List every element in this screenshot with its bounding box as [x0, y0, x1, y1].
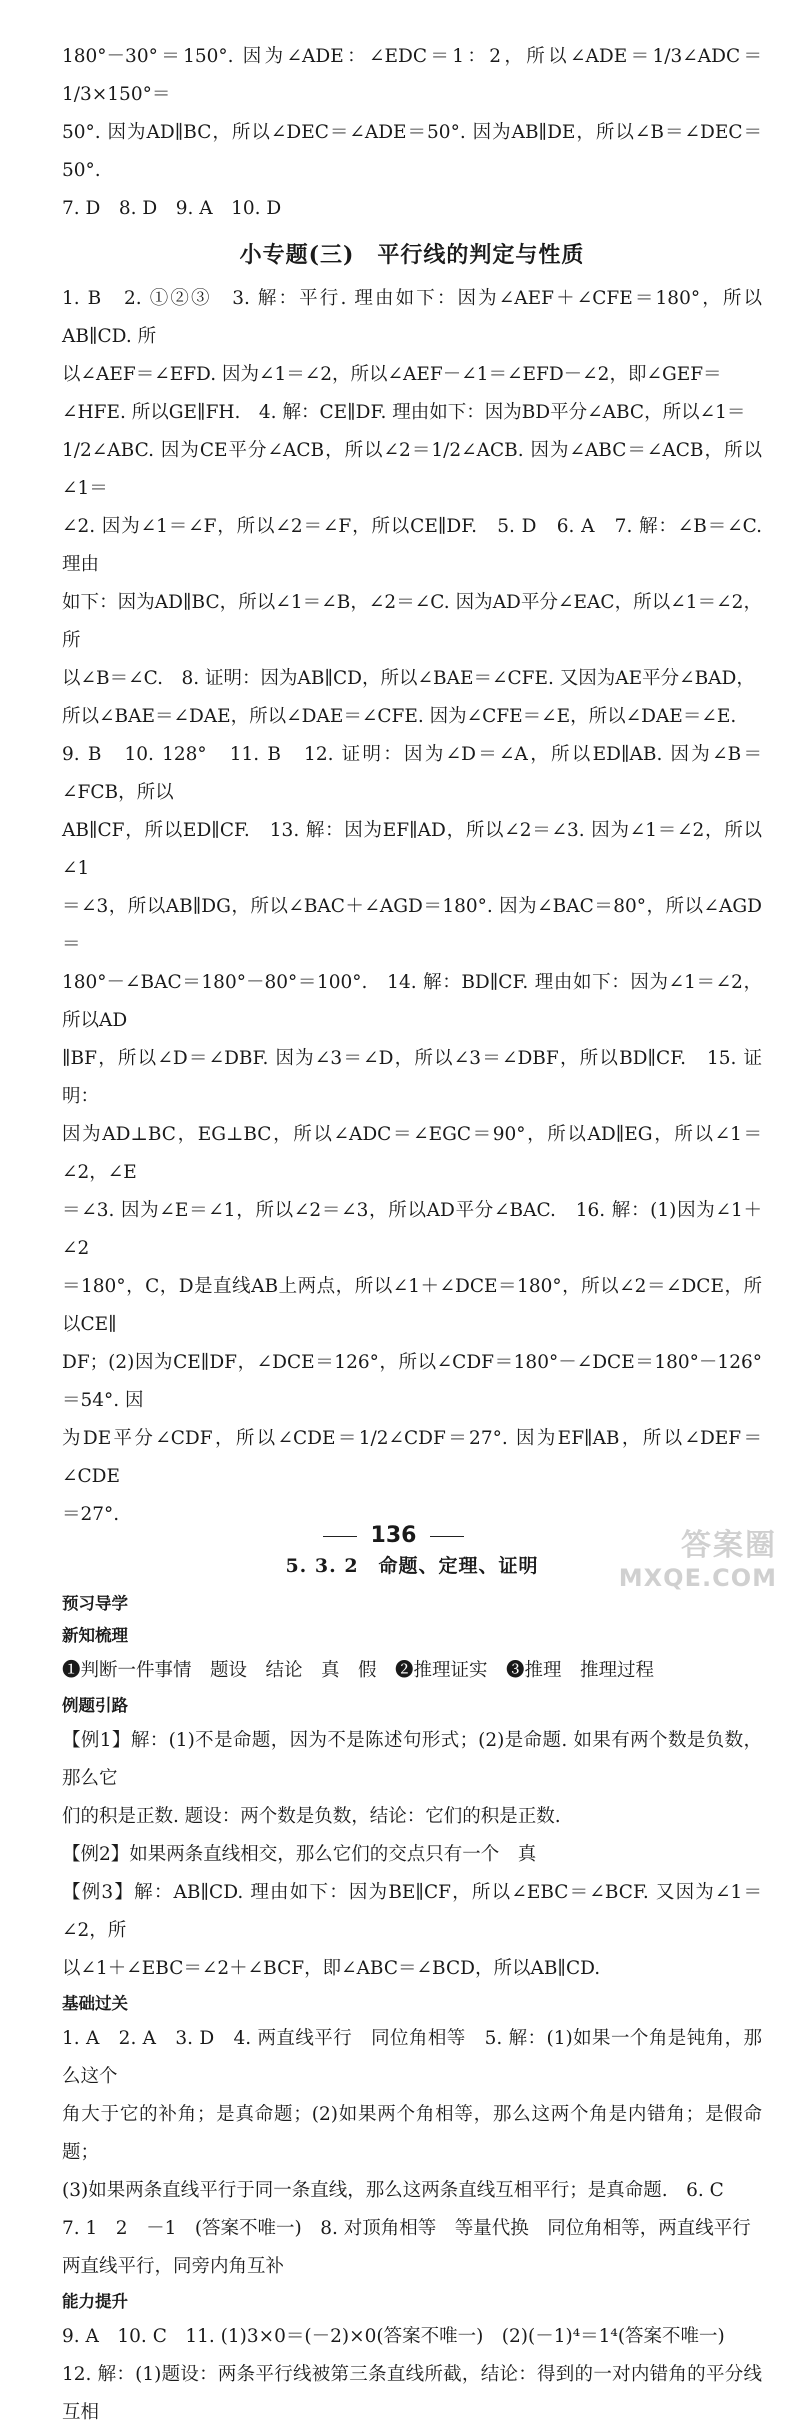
text-line: ∠2. 因为∠1＝∠F，所以∠2＝∠F，所以CE∥DF. 5. D 6. A 7. 解：∠B＝∠C. 理由: [62, 516, 762, 575]
text-line: 1. B 2. ①②③ 3. 解：平行. 理由如下：因为∠AEF＋∠CFE＝180°，所以AB∥CD. 所: [62, 288, 762, 347]
text-line: ❶判断一件事情 题设 结论 真 假 ❷推理证实 ❸推理 推理过程: [62, 1660, 655, 1681]
text-line: 180°－∠BAC＝180°－80°＝100°. 14. 解：BD∥CF. 理由如下：因为∠1＝∠2，所以AD: [62, 972, 762, 1031]
watermark-bottom: MXQE.COM: [618, 1564, 777, 1592]
footer-dash-right: [430, 1536, 464, 1537]
text-line: 【例3】解：AB∥CD. 理由如下：因为BE∥CF，所以∠EBC＝∠BCF. 又因为∠1＝∠2，所: [62, 1882, 762, 1941]
topic-title: 小专题(三) 平行线的判定与性质: [239, 242, 585, 268]
answer-page: [62, 38, 762, 2432]
text-line: DF；(2)因为CE∥DF，∠DCE＝126°，所以∠CDF＝180°－∠DCE＝180°－126°＝54°. 因: [62, 1352, 762, 1411]
text-line: ＝27°.: [62, 1504, 120, 1525]
text-line: ＝180°，C，D是直线AB上两点，所以∠1＋∠DCE＝180°，所以∠2＝∠DCE，所以CE∥: [62, 1276, 762, 1335]
label-ability: 能力提升: [62, 2292, 128, 2311]
text-line: 所以∠BAE＝∠DAE，所以∠DAE＝∠CFE. 因为∠CFE＝∠E，所以∠DAE＝∠E.: [62, 706, 737, 727]
text-line: ∠HFE. 所以GE∥FH. 4. 解：CE∥DF. 理由如下：因为BD平分∠ABC，所以∠1＝: [62, 402, 746, 423]
section-title: 5. 3. 2 命题、定理、证明: [285, 1555, 539, 1577]
text-line: 两直线平行，同旁内角互补: [62, 2256, 285, 2277]
text-line: 1/2∠ABC. 因为CE平分∠ACB，所以∠2＝1/2∠ACB. 因为∠ABC＝∠ACB，所以∠1＝: [62, 440, 762, 499]
footer-dash-left: [323, 1536, 357, 1537]
page-number: 136: [370, 1523, 417, 1548]
text-line: 以∠AEF＝∠EFD. 因为∠1＝∠2，所以∠AEF－∠1＝∠EFD－∠2，即∠GEF＝: [62, 364, 722, 385]
text-line: 们的积是正数. 题设：两个数是负数，结论：它们的积是正数.: [62, 1806, 561, 1827]
text-line: 180°－30°＝150°. 因为∠ADE：∠EDC＝1：2，所以∠ADE＝1/3∠ADC＝1/3×150°＝: [62, 46, 762, 105]
text-line: AB∥CF，所以ED∥CF. 13. 解：因为EF∥AD，所以∠2＝∠3. 因为∠1＝∠2，所以∠1: [62, 820, 762, 879]
label-new-knowledge: 新知梳理: [62, 1626, 128, 1645]
text-line: 12. 解：(1)题设：两条平行线被第三条直线所截，结论：得到的一对内错角的平分线互相: [62, 2364, 762, 2423]
watermark-top: 答案圈: [681, 1528, 777, 1563]
text-line: ∥BF，所以∠D＝∠DBF. 因为∠3＝∠D，所以∠3＝∠DBF，所以BD∥CF. 15. 证明：: [62, 1048, 762, 1107]
watermark-logo: [619, 1520, 777, 1592]
text-line: (3)如果两条直线平行于同一条直线，那么这两条直线互相平行；是真命题. 6. C: [62, 2180, 724, 2201]
text-line: 1. A 2. A 3. D 4. 两直线平行 同位角相等 5. 解：(1)如果一个角是钝角，那么这个: [62, 2028, 762, 2087]
text-line: 7. D 8. D 9. A 10. D: [62, 198, 282, 219]
text-line: 角大于它的补角；是真命题；(2)如果两个角相等，那么这两个角是内错角；是假命题；: [62, 2104, 762, 2163]
label-preview: 预习导学: [62, 1594, 128, 1613]
text-line: 9. A 10. C 11. (1)3×0＝(－2)×0(答案不唯一) (2)(－1)⁴＝1⁴(答案不唯一): [62, 2326, 725, 2347]
text-line: 以∠1＋∠EBC＝∠2＋∠BCF，即∠ABC＝∠BCD，所以AB∥CD.: [62, 1958, 601, 1979]
text-line: 【例2】如果两条直线相交，那么它们的交点只有一个 真: [62, 1844, 537, 1865]
text-line: 【例1】解：(1)不是命题，因为不是陈述句形式；(2)是命题. 如果有两个数是负数，那么它: [62, 1730, 762, 1789]
text-line: 9. B 10. 128° 11. B 12. 证明：因为∠D＝∠A，所以ED∥AB. 因为∠B＝∠FCB，所以: [62, 744, 762, 803]
text-line: 为DE平分∠CDF，所以∠CDE＝1/2∠CDF＝27°. 因为EF∥AB，所以∠DEF＝∠CDE: [62, 1428, 762, 1487]
text-line: ＝∠3. 因为∠E＝∠1，所以∠2＝∠3，所以AD平分∠BAC. 16. 解：(1)因为∠1＋∠2: [62, 1200, 762, 1259]
label-basic: 基础过关: [62, 1994, 128, 2013]
label-examples: 例题引路: [62, 1696, 128, 1715]
text-line: ＝∠3，所以AB∥DG，所以∠BAC＋∠AGD＝180°. 因为∠BAC＝80°，所以∠AGD＝: [62, 896, 762, 955]
text-line: 如下：因为AD∥BC，所以∠1＝∠B，∠2＝∠C. 因为AD平分∠EAC，所以∠1＝∠2，所: [62, 592, 762, 651]
text-line: 7. 1 2 －1 (答案不唯一) 8. 对顶角相等 等量代换 同位角相等，两直线平行: [62, 2218, 751, 2239]
text-line: 50°. 因为AD∥BC，所以∠DEC＝∠ADE＝50°. 因为AB∥DE，所以∠B＝∠DEC＝50°.: [62, 122, 762, 181]
text-line: 因为AD⊥BC，EG⊥BC，所以∠ADC＝∠EGC＝90°，所以AD∥EG，所以∠1＝∠2，∠E: [62, 1124, 762, 1183]
text-line: 以∠B＝∠C. 8. 证明：因为AB∥CD，所以∠BAE＝∠CFE. 又因为AE平分∠BAD，: [62, 668, 755, 689]
